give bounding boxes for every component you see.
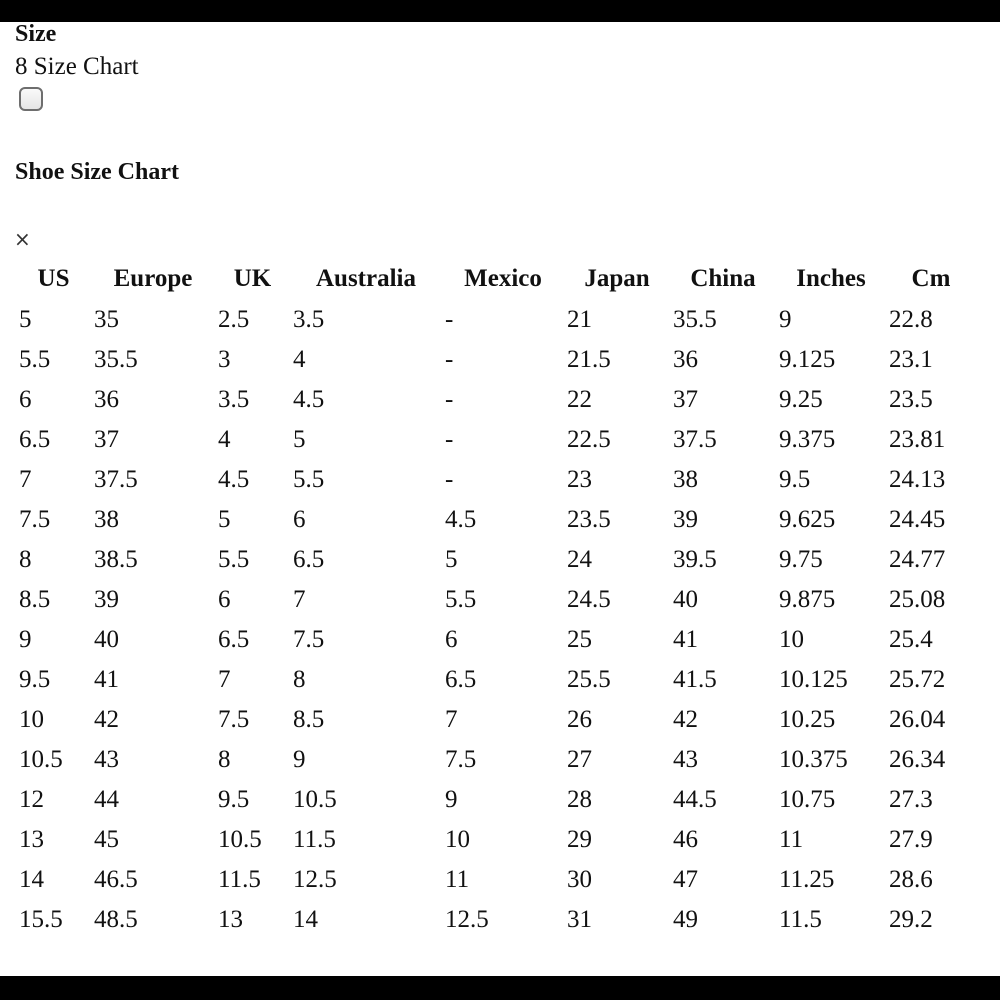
top-black-bar: [0, 0, 1000, 22]
cell-china: 40: [673, 586, 698, 613]
cell-cm: 29.2: [889, 906, 933, 933]
cell-japan: 30: [567, 866, 592, 893]
cell-inches: 9.625: [779, 506, 836, 533]
cell-japan: 23.5: [567, 506, 611, 533]
table-body: [13, 300, 973, 940]
cell-china: 42: [673, 706, 698, 733]
cell-mexico: -: [445, 466, 454, 493]
cell-japan: 21.5: [567, 346, 611, 373]
cell-uk: 3: [218, 346, 231, 373]
cell-uk: 13: [218, 906, 243, 933]
cell-europe: 39: [94, 586, 119, 613]
column-header-europe: Europe: [113, 265, 193, 292]
column-header-australia: Australia: [316, 265, 416, 292]
cell-china: 43: [673, 746, 698, 773]
column-header-china: China: [690, 265, 756, 292]
cell-us: 7: [19, 466, 32, 493]
cell-china: 36: [673, 346, 698, 373]
table-header-row: [13, 258, 973, 300]
table-row: [13, 900, 973, 940]
cell-japan: 25.5: [567, 666, 611, 693]
cell-uk: 7.5: [218, 706, 250, 733]
cell-inches: 11: [779, 826, 804, 853]
cell-mexico: 7.5: [445, 746, 477, 773]
cell-mexico: 11: [445, 866, 470, 893]
cell-cm: 22.8: [889, 306, 933, 333]
cell-australia: 4: [293, 346, 306, 373]
cell-inches: 10.25: [779, 706, 836, 733]
table-row: [13, 420, 973, 460]
cell-cm: 25.4: [889, 626, 933, 653]
column-header-inches: Inches: [796, 265, 866, 292]
cell-japan: 22.5: [567, 426, 611, 453]
cell-japan: 25: [567, 626, 592, 653]
cell-inches: 9: [779, 306, 792, 333]
cell-europe: 41: [94, 666, 119, 693]
cell-china: 35.5: [673, 306, 717, 333]
cell-australia: 4.5: [293, 386, 325, 413]
cell-australia: 5: [293, 426, 306, 453]
column-header-cm: Cm: [911, 265, 951, 292]
cell-cm: 24.13: [889, 466, 946, 493]
cell-china: 38: [673, 466, 698, 493]
table-row: [13, 620, 973, 660]
cell-cm: 28.6: [889, 866, 933, 893]
cell-china: 46: [673, 826, 698, 853]
cell-us: 5.5: [19, 346, 51, 373]
cell-china: 44.5: [673, 786, 717, 813]
cell-mexico: 10: [445, 826, 470, 853]
table-row: [13, 540, 973, 580]
cell-mexico: -: [445, 426, 454, 453]
size-chart-checkbox[interactable]: [19, 87, 43, 111]
cell-mexico: 7: [445, 706, 458, 733]
cell-australia: 10.5: [293, 786, 337, 813]
cell-uk: 5: [218, 506, 231, 533]
column-header-mexico: Mexico: [464, 265, 542, 292]
cell-japan: 31: [567, 906, 592, 933]
bottom-black-bar: [0, 976, 1000, 1000]
cell-europe: 38: [94, 506, 119, 533]
cell-china: 39.5: [673, 546, 717, 573]
cell-china: 41: [673, 626, 698, 653]
cell-mexico: 5: [445, 546, 458, 573]
cell-europe: 35.5: [94, 346, 138, 373]
cell-inches: 11.25: [779, 866, 835, 893]
cell-japan: 27: [567, 746, 592, 773]
cell-japan: 22: [567, 386, 592, 413]
cell-china: 47: [673, 866, 698, 893]
cell-us: 8.5: [19, 586, 51, 613]
cell-mexico: 12.5: [445, 906, 489, 933]
cell-uk: 10.5: [218, 826, 262, 853]
cell-inches: 11.5: [779, 906, 822, 933]
column-header-uk: UK: [233, 265, 272, 292]
cell-mexico: -: [445, 386, 454, 413]
cell-cm: 25.72: [889, 666, 946, 693]
cell-inches: 10: [779, 626, 804, 653]
cell-us: 9: [19, 626, 32, 653]
size-label: Size: [15, 21, 57, 47]
cell-inches: 10.125: [779, 666, 848, 693]
cell-china: 41.5: [673, 666, 717, 693]
cell-us: 5: [19, 306, 32, 333]
cell-us: 8: [19, 546, 32, 573]
cell-australia: 3.5: [293, 306, 325, 333]
cell-europe: 37: [94, 426, 119, 453]
table-row: [13, 660, 973, 700]
cell-us: 6.5: [19, 426, 51, 453]
cell-europe: 38.5: [94, 546, 138, 573]
cell-europe: 48.5: [94, 906, 138, 933]
cell-australia: 7: [293, 586, 306, 613]
cell-uk: 2.5: [218, 306, 250, 333]
cell-europe: 35: [94, 306, 119, 333]
column-header-japan: Japan: [584, 265, 650, 292]
cell-uk: 7: [218, 666, 231, 693]
cell-cm: 24.45: [889, 506, 946, 533]
cell-uk: 8: [218, 746, 231, 773]
cell-europe: 43: [94, 746, 119, 773]
cell-uk: 6.5: [218, 626, 250, 653]
cell-australia: 9: [293, 746, 306, 773]
cell-china: 37.5: [673, 426, 717, 453]
cell-uk: 6: [218, 586, 231, 613]
cell-europe: 36: [94, 386, 119, 413]
modal-title: Shoe Size Chart: [15, 159, 179, 185]
cell-inches: 9.5: [779, 466, 811, 493]
cell-china: 37: [673, 386, 698, 413]
cell-uk: 9.5: [218, 786, 250, 813]
cell-us: 9.5: [19, 666, 51, 693]
cell-cm: 26.04: [889, 706, 946, 733]
cell-uk: 5.5: [218, 546, 250, 573]
cell-europe: 44: [94, 786, 119, 813]
cell-japan: 28: [567, 786, 592, 813]
cell-uk: 4: [218, 426, 231, 453]
cell-japan: 23: [567, 466, 592, 493]
table-row: [13, 300, 973, 340]
cell-japan: 21: [567, 306, 592, 333]
cell-europe: 37.5: [94, 466, 138, 493]
cell-mexico: 6.5: [445, 666, 477, 693]
cell-cm: 23.5: [889, 386, 933, 413]
cell-us: 7.5: [19, 506, 51, 533]
cell-mexico: 9: [445, 786, 458, 813]
cell-cm: 23.1: [889, 346, 933, 373]
cell-inches: 10.375: [779, 746, 848, 773]
cell-australia: 8: [293, 666, 306, 693]
cell-mexico: 6: [445, 626, 458, 653]
cell-europe: 40: [94, 626, 119, 653]
cell-australia: 6: [293, 506, 306, 533]
table-row: [13, 340, 973, 380]
cell-europe: 42: [94, 706, 119, 733]
column-header-us: US: [37, 265, 70, 292]
cell-europe: 45: [94, 826, 119, 853]
cell-us: 6: [19, 386, 32, 413]
cell-inches: 9.75: [779, 546, 823, 573]
table-row: [13, 460, 973, 500]
table-row: [13, 500, 973, 540]
cell-uk: 11.5: [218, 866, 261, 893]
cell-us: 13: [19, 826, 44, 853]
cell-china: 49: [673, 906, 698, 933]
table-row: [13, 740, 973, 780]
table-row: [13, 380, 973, 420]
table-row: [13, 820, 973, 860]
cell-inches: 9.125: [779, 346, 836, 373]
cell-australia: 8.5: [293, 706, 325, 733]
cell-australia: 6.5: [293, 546, 325, 573]
cell-australia: 7.5: [293, 626, 325, 653]
cell-cm: 24.77: [889, 546, 946, 573]
table-row: [13, 780, 973, 820]
cell-cm: 27.3: [889, 786, 933, 813]
cell-uk: 3.5: [218, 386, 250, 413]
cell-australia: 11.5: [293, 826, 336, 853]
cell-inches: 9.25: [779, 386, 823, 413]
cell-us: 10: [19, 706, 44, 733]
cell-japan: 24.5: [567, 586, 611, 613]
table-row: [13, 700, 973, 740]
cell-us: 12: [19, 786, 44, 813]
cell-mexico: -: [445, 346, 454, 373]
cell-mexico: -: [445, 306, 454, 333]
cell-cm: 23.81: [889, 426, 946, 453]
cell-us: 15.5: [19, 906, 63, 933]
cell-inches: 9.375: [779, 426, 836, 453]
close-icon[interactable]: ×: [14, 227, 31, 251]
cell-cm: 25.08: [889, 586, 946, 613]
cell-us: 10.5: [19, 746, 63, 773]
cell-europe: 46.5: [94, 866, 138, 893]
table-row: [13, 860, 973, 900]
cell-mexico: 4.5: [445, 506, 477, 533]
table-row: [13, 580, 973, 620]
cell-japan: 24: [567, 546, 592, 573]
cell-japan: 26: [567, 706, 592, 733]
cell-cm: 27.9: [889, 826, 933, 853]
cell-japan: 29: [567, 826, 592, 853]
cell-mexico: 5.5: [445, 586, 477, 613]
cell-australia: 12.5: [293, 866, 337, 893]
cell-australia: 5.5: [293, 466, 325, 493]
cell-inches: 10.75: [779, 786, 836, 813]
size-chart-link[interactable]: 8 Size Chart: [15, 53, 139, 80]
cell-cm: 26.34: [889, 746, 946, 773]
cell-us: 14: [19, 866, 44, 893]
cell-uk: 4.5: [218, 466, 250, 493]
cell-australia: 14: [293, 906, 318, 933]
cell-inches: 9.875: [779, 586, 836, 613]
shoe-size-table: [13, 258, 973, 940]
cell-china: 39: [673, 506, 698, 533]
